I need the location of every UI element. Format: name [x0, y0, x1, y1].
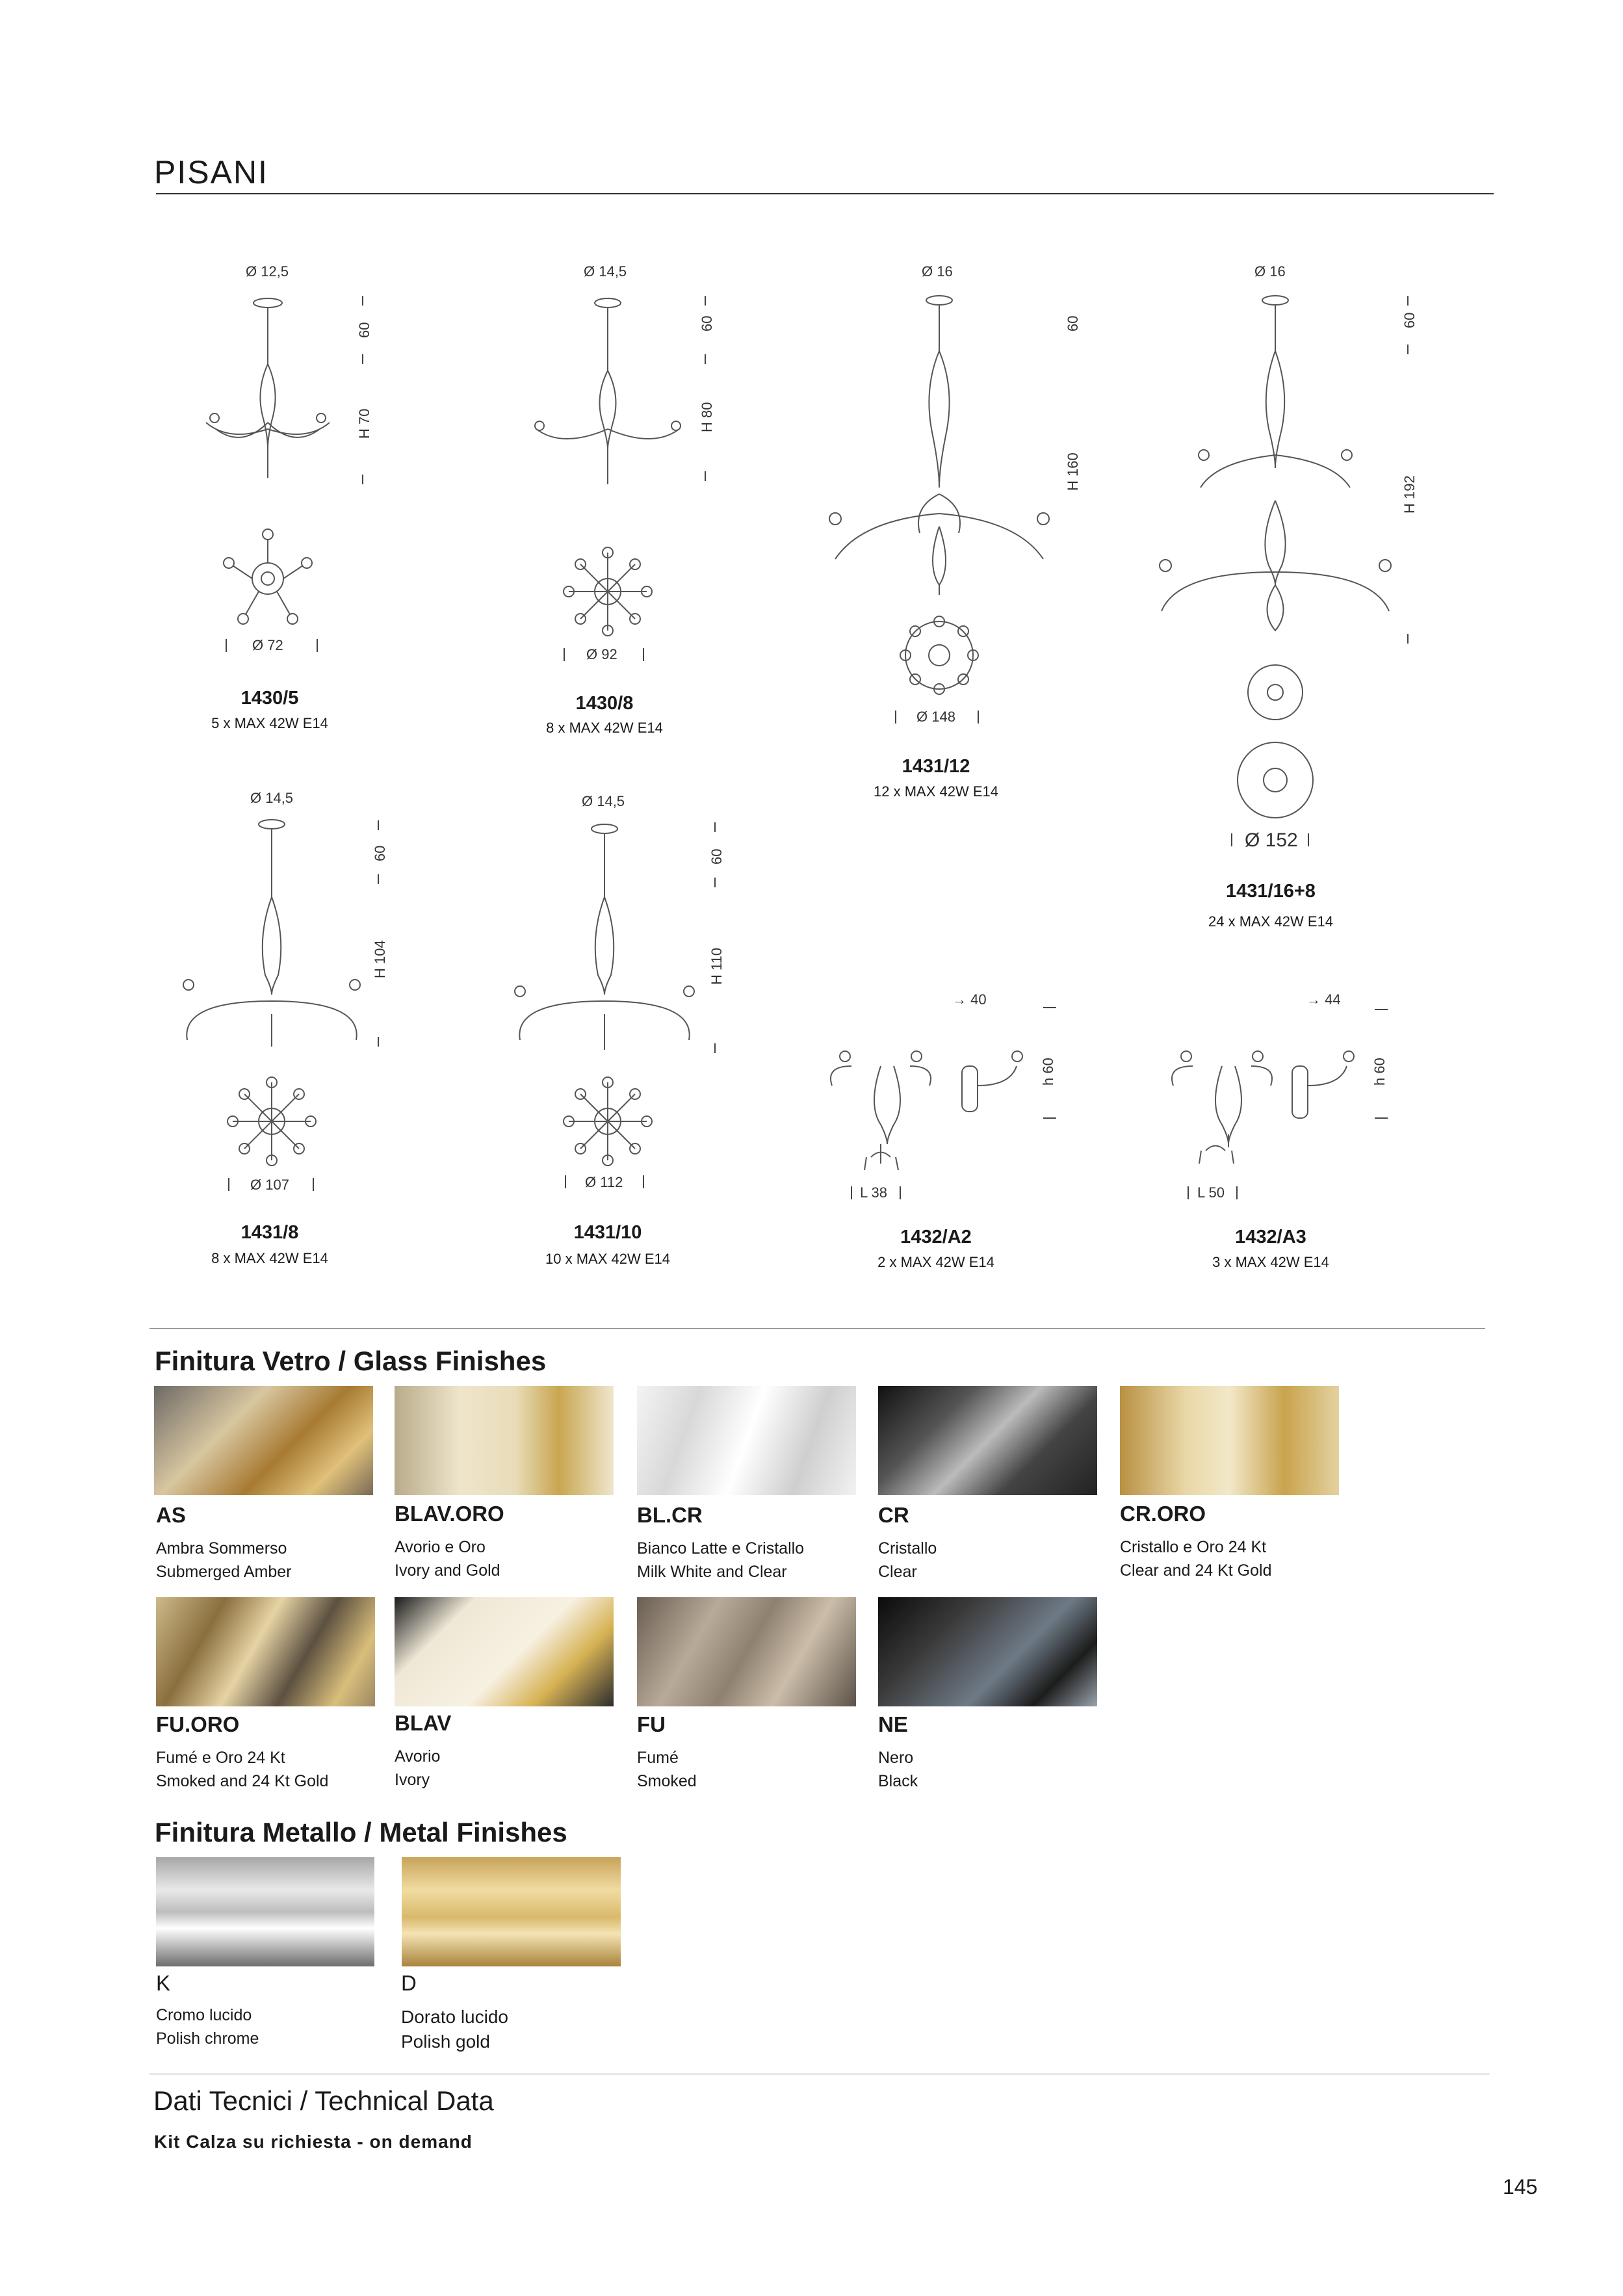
- product-code: 1432/A2: [900, 1227, 972, 1247]
- drawing-1431-16-8: [1160, 296, 1391, 818]
- dim-drop: 60: [708, 848, 725, 865]
- product-spec: 2 x MAX 42W E14: [877, 1254, 994, 1270]
- swatch-ne[interactable]: [878, 1597, 1097, 1706]
- dimension-ticks: [226, 296, 1408, 1199]
- drawing-1432-a3: [1172, 1051, 1354, 1164]
- technical-data-heading: Dati Tecnici / Technical Data: [153, 2085, 494, 2116]
- dim-drop: 60: [1065, 315, 1081, 332]
- dim-width: Ø 112: [585, 1174, 623, 1190]
- swatch-k[interactable]: [156, 1857, 374, 1966]
- product-spec: 3 x MAX 42W E14: [1212, 1254, 1329, 1270]
- finish-code: BLAV: [395, 1711, 452, 1735]
- finish-code: BL.CR: [637, 1503, 703, 1527]
- product-code: 1431/8: [240, 1222, 299, 1243]
- drawing-1432-a2: [831, 1051, 1022, 1170]
- dim-depth: → 40: [952, 991, 987, 1008]
- finish-name: Cromo lucido Polish chrome: [156, 2006, 259, 2048]
- dim-height: H 70: [356, 408, 372, 439]
- swatch-d[interactable]: [402, 1857, 621, 1966]
- dim-width: Ø 148: [916, 709, 955, 725]
- swatch-as[interactable]: [154, 1386, 373, 1495]
- dim-height: H 104: [372, 940, 388, 978]
- finish-name: Cristallo Clear: [878, 1539, 937, 1581]
- product-code: 1431/16+8: [1226, 881, 1316, 902]
- metal-finishes-heading: Finitura Metallo / Metal Finishes: [155, 1817, 567, 1847]
- dim-canopy: Ø 16: [1254, 263, 1286, 280]
- drawing-1431-10: [515, 824, 694, 1166]
- dim-width: Ø 152: [1245, 829, 1298, 851]
- finish-name: Bianco Latte e Cristallo Milk White and Clear: [637, 1539, 805, 1581]
- dim-drop: 60: [356, 322, 372, 338]
- dim-height: H 192: [1401, 475, 1418, 514]
- finish-code: CR: [878, 1503, 909, 1527]
- dim-depth: → 44: [1306, 991, 1341, 1008]
- finish-name: Fumé e Oro 24 Kt Smoked and 24 Kt Gold: [156, 1749, 329, 1790]
- finish-code: NE: [878, 1712, 908, 1736]
- finish-name: Nero Black: [878, 1749, 918, 1790]
- swatch-cr-oro[interactable]: [1120, 1386, 1339, 1495]
- dim-height: H 110: [708, 947, 725, 985]
- finish-code: BLAV.ORO: [395, 1502, 504, 1526]
- dim-canopy: Ø 12,5: [246, 263, 289, 280]
- section-divider: [149, 1328, 1485, 1329]
- product-spec: 8 x MAX 42W E14: [546, 720, 663, 736]
- drawing-1431-8: [183, 820, 360, 1166]
- page-number: 145: [1503, 2175, 1538, 2198]
- finish-name: Cristallo e Oro 24 Kt Clear and 24 Kt Gold: [1120, 1538, 1272, 1580]
- finish-code: FU.ORO: [156, 1712, 240, 1736]
- dim-drop: 60: [372, 845, 388, 861]
- drawing-1430-8: [535, 298, 681, 636]
- dim-drop: 60: [1401, 312, 1418, 328]
- finish-name: Dorato lucido Polish gold: [401, 2007, 508, 2052]
- dim-drop: 60: [699, 315, 715, 332]
- finish-name: Ambra Sommerso Submerged Amber: [156, 1539, 292, 1581]
- dim-canopy: Ø 14,5: [582, 793, 625, 809]
- dim-width: Ø 72: [252, 637, 283, 653]
- swatch-blav-oro[interactable]: [395, 1386, 614, 1495]
- swatch-fu[interactable]: [637, 1597, 856, 1706]
- technical-data-note: Kit Calza su richiesta - on demand: [154, 2132, 473, 2152]
- dim-canopy: Ø 14,5: [250, 790, 294, 806]
- dim-height: h 60: [1040, 1058, 1056, 1086]
- product-code: 1432/A3: [1235, 1227, 1306, 1247]
- finish-code: CR.ORO: [1120, 1502, 1206, 1526]
- dim-width: L 50: [1197, 1184, 1225, 1201]
- product-code: 1430/5: [240, 688, 299, 709]
- dim-width: Ø 92: [586, 646, 617, 662]
- product-spec: 24 x MAX 42W E14: [1208, 913, 1333, 930]
- swatch-blav[interactable]: [395, 1597, 614, 1706]
- product-spec: 12 x MAX 42W E14: [874, 783, 998, 800]
- dim-canopy: Ø 14,5: [584, 263, 627, 280]
- dim-height: H 80: [699, 402, 715, 432]
- glass-finishes-heading: Finitura Vetro / Glass Finishes: [155, 1346, 547, 1376]
- finish-code: D: [401, 1971, 417, 1995]
- dim-height: H 160: [1065, 452, 1081, 491]
- finish-code: K: [156, 1971, 171, 1995]
- finish-name: Fumé Smoked: [637, 1749, 697, 1790]
- swatch-cr[interactable]: [878, 1386, 1097, 1495]
- dim-canopy: Ø 16: [922, 263, 953, 280]
- product-spec: 8 x MAX 42W E14: [211, 1250, 328, 1266]
- finish-name: Avorio Ivory: [395, 1747, 441, 1789]
- finish-code: AS: [156, 1503, 186, 1527]
- product-spec: 10 x MAX 42W E14: [545, 1251, 670, 1267]
- finish-code: FU: [637, 1712, 666, 1736]
- swatch-fu-oro[interactable]: [156, 1597, 375, 1706]
- finish-name: Avorio e Oro Ivory and Gold: [395, 1538, 500, 1580]
- page-title: PISANI: [154, 154, 268, 190]
- dim-width: Ø 107: [250, 1177, 289, 1193]
- drawing-1430-5: [206, 298, 330, 624]
- dim-height: h 60: [1371, 1058, 1388, 1086]
- swatch-bl-cr[interactable]: [637, 1386, 856, 1495]
- product-code: 1431/12: [902, 756, 970, 777]
- drawing-1431-12: [829, 296, 1049, 694]
- product-code: 1431/10: [573, 1222, 642, 1243]
- product-spec: 5 x MAX 42W E14: [211, 715, 328, 731]
- product-code: 1430/8: [575, 693, 634, 714]
- dim-width: L 38: [860, 1184, 888, 1201]
